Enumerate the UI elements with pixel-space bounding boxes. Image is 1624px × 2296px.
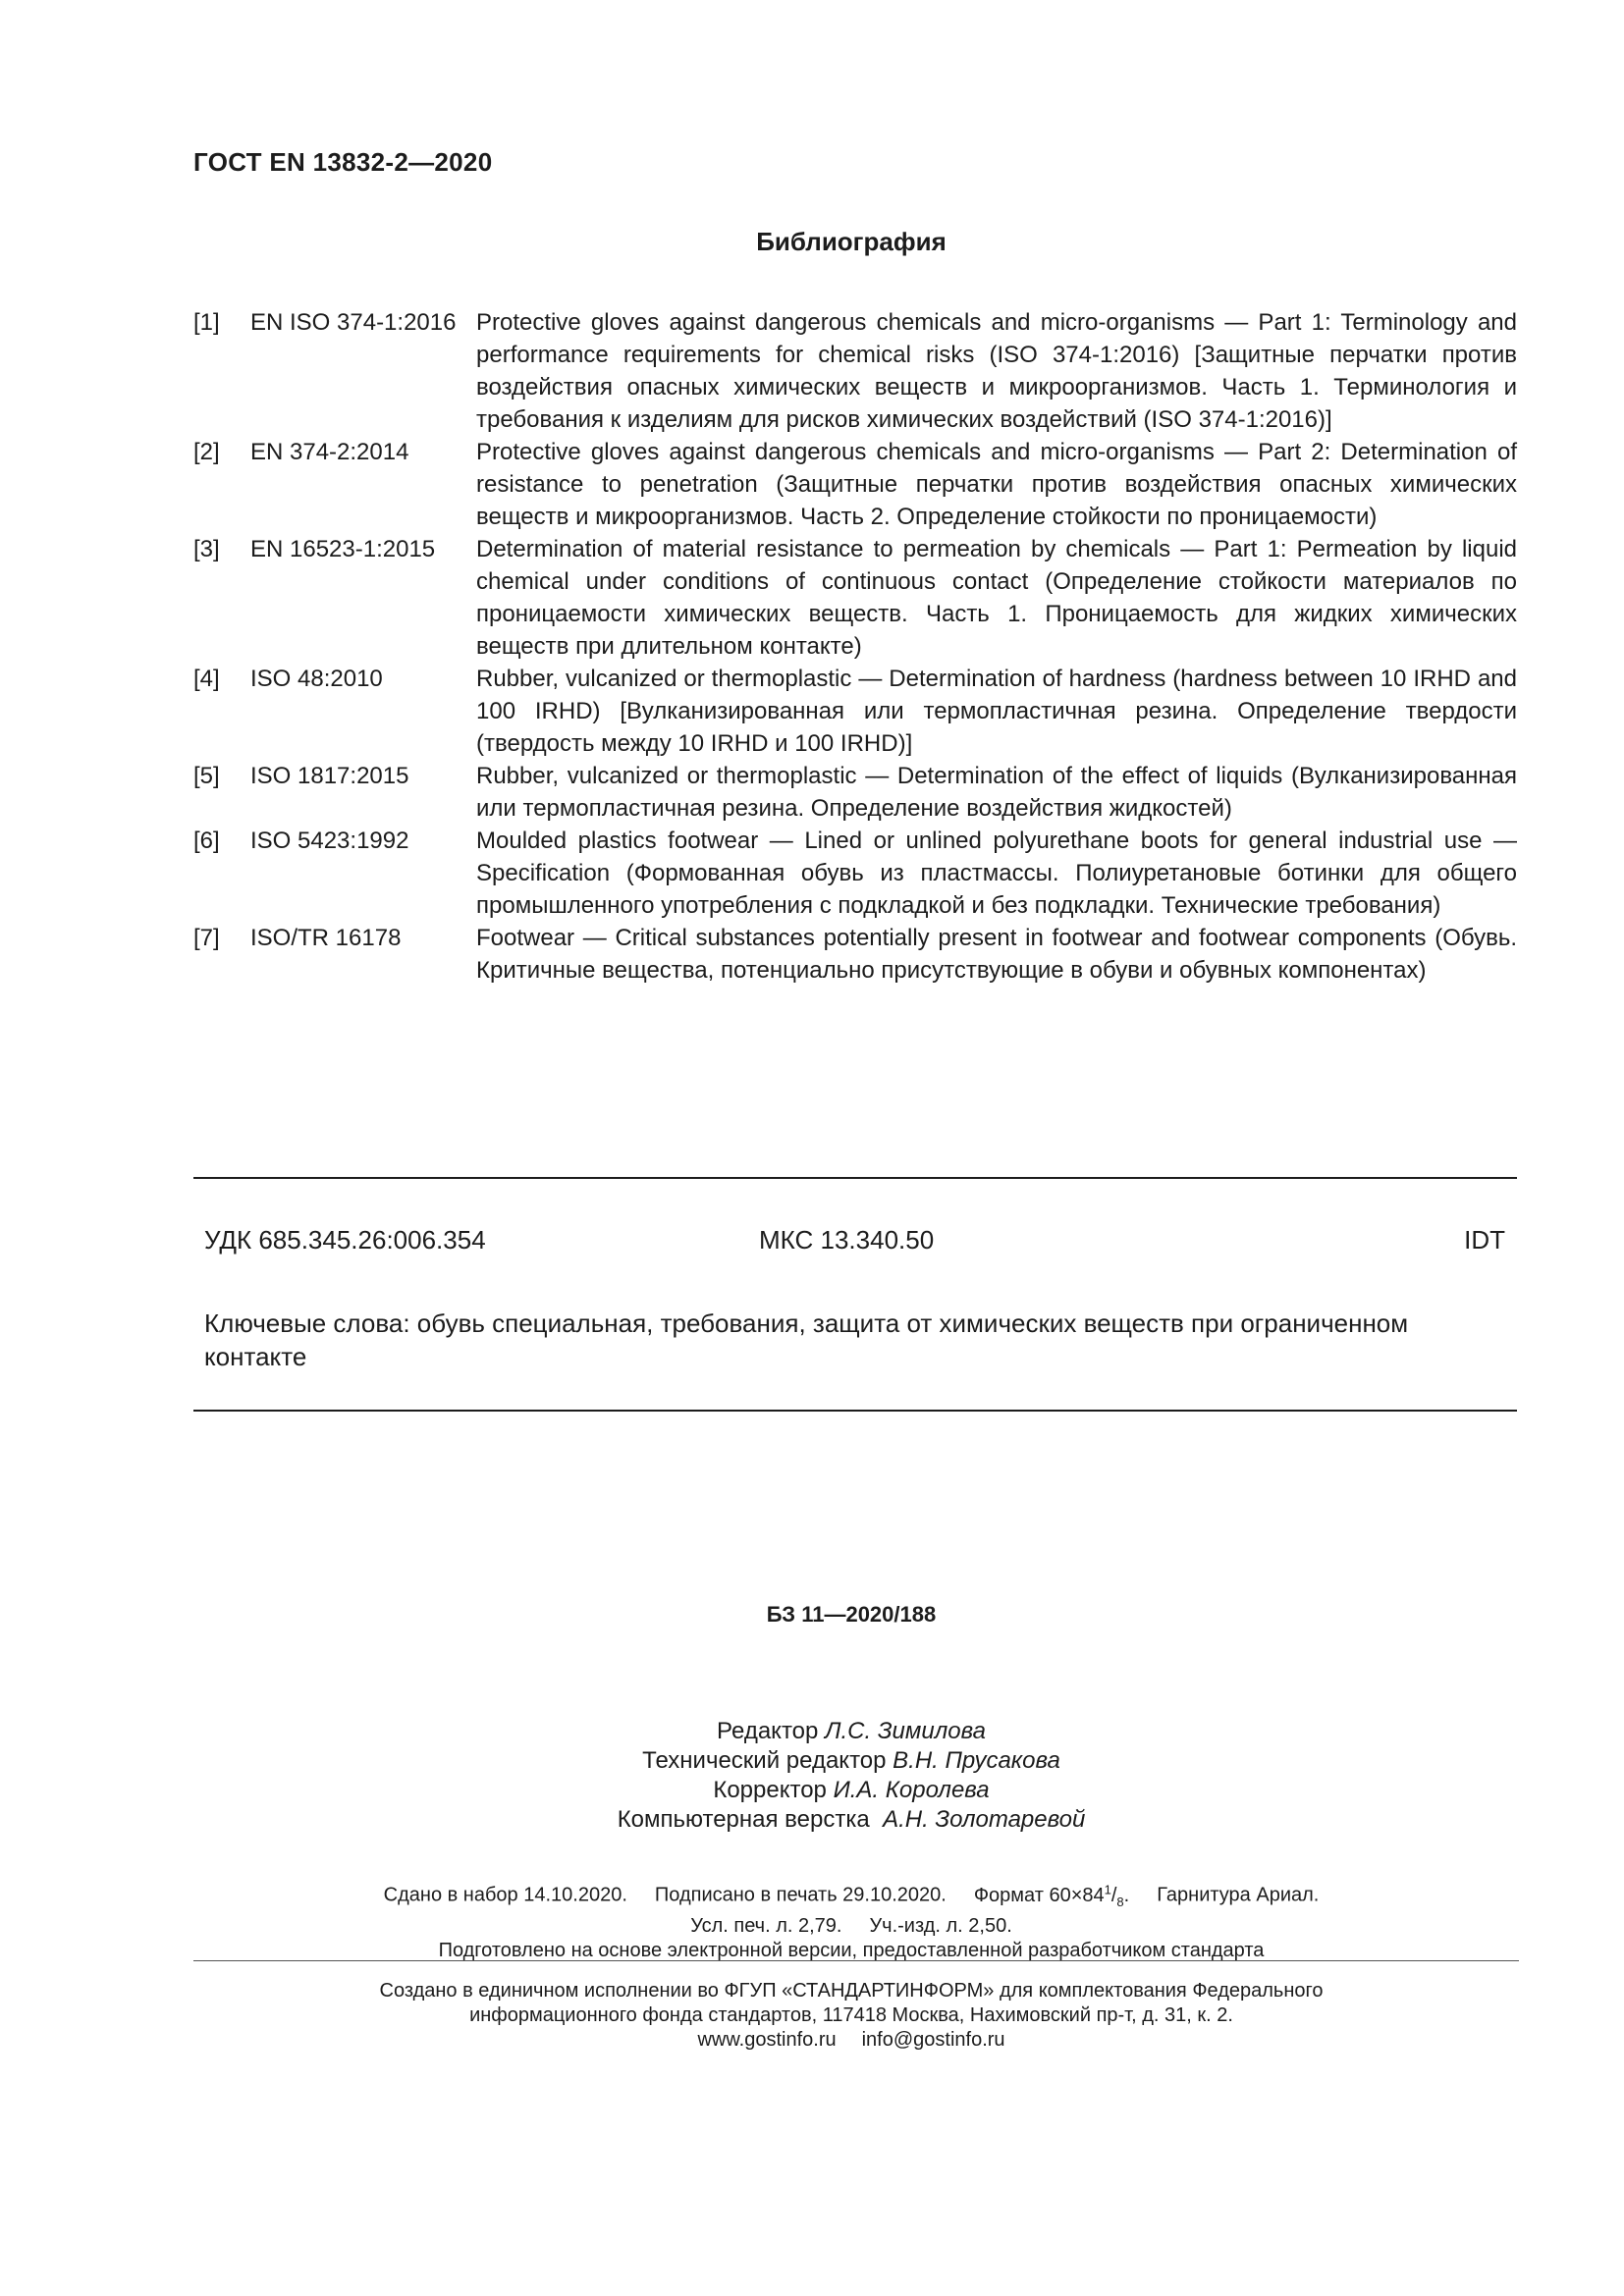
reference-number: [3] — [193, 536, 220, 562]
website-link[interactable]: www.gostinfo.ru — [697, 2029, 837, 2051]
reference-item — [193, 825, 1517, 922]
print-sheets: Усл. печ. л. 2,79. — [690, 1914, 842, 1937]
reference-code: ISO 1817:2015 — [250, 763, 409, 789]
publisher-line: информационного фонда стандартов, 117418 Москва, Нахимовский пр-т, д. 31, к. 2. — [469, 2004, 1233, 2026]
reference-code: ISO 5423:1992 — [250, 828, 409, 854]
divider-top — [193, 1177, 1517, 1179]
divider-bottom — [193, 1410, 1517, 1412]
format: Формат $60\times 84^1/_8$. — [973, 1882, 1130, 1909]
reference-item — [193, 922, 1517, 987]
reference-item — [193, 760, 1517, 825]
staff-line — [79, 1717, 1624, 1746]
staff-name: А.Н. Золотаревой — [883, 1806, 1086, 1833]
typeface: Гарнитура Ариал. — [1157, 1884, 1320, 1906]
pub-sheets: Уч.-изд. л. 2,50. — [869, 1914, 1012, 1937]
reference-text: Moulded plastics footwear — Lined or unlined polyurethane boots for general industrial use — Specification (Формованная обувь из пластмассы. Полиуретановые ботинки для общего промышленного употребления с подкладкой и без подкладки. Технические требования) — [476, 828, 1517, 919]
print-line-1 — [79, 1877, 1624, 1914]
print-details — [0, 1877, 1624, 1963]
email-link[interactable]: info@gostinfo.ru — [861, 2029, 1005, 2051]
reference-text: Rubber, vulcanized or thermoplastic — Determination of hardness (hardness between 10 IRHD and 100 IRHD) [Вулканизированная или термопластичная резина. Определение твердости (твердость между 10 IRHD и 100 IRHD)] — [476, 666, 1517, 757]
reference-item — [193, 436, 1517, 533]
reference-item — [193, 306, 1517, 436]
submitted-date: Сдано в набор 14.10.2020. — [383, 1884, 627, 1906]
staff-name: Л.С. Зимилова — [825, 1718, 986, 1744]
staff-line — [79, 1746, 1624, 1776]
publisher-info — [0, 1979, 1624, 2053]
reference-number: [4] — [193, 666, 220, 692]
reference-text: Determination of material resistance to permeation by chemicals — Part 1: Permeation by liquid chemical under conditions of continuous contact (Определение стойкости материалов по проницаемости химических веществ. Часть 1. Проницаемость для жидких химических веществ при длительном контакте) — [476, 536, 1517, 660]
reference-code: EN 16523-1:2015 — [250, 536, 436, 562]
idt-mark: IDT — [1464, 1225, 1505, 1255]
reference-list — [193, 306, 1517, 987]
staff-role: Корректор — [713, 1777, 827, 1803]
bibliography-title: Библиография — [756, 227, 947, 256]
keywords: Ключевые слова: обувь специальная, требования, защита от химических веществ при ограниченном контакте — [204, 1308, 1409, 1371]
staff-role: Редактор — [717, 1718, 819, 1744]
staff-line — [79, 1805, 1624, 1835]
reference-number: [6] — [193, 828, 220, 854]
staff-name: В.Н. Прусакова — [893, 1747, 1060, 1774]
prepared-note: Подготовлено на основе электронной версии, предоставленной разработчиком стандарта — [438, 1939, 1265, 1961]
reference-code: EN ISO 374-1:2016 — [250, 309, 457, 336]
reference-number: [1] — [193, 309, 220, 336]
staff-line — [79, 1776, 1624, 1805]
reference-item — [193, 533, 1517, 663]
divider-imprint — [193, 1960, 1519, 1961]
udk-code: УДК 685.345.26:006.354 — [204, 1225, 486, 1255]
signed-date: Подписано в печать 29.10.2020. — [654, 1884, 947, 1906]
reference-number: [2] — [193, 439, 220, 465]
reference-code: ISO 48:2010 — [250, 666, 383, 692]
bz-code: БЗ 11—2020/188 — [766, 1602, 937, 1627]
reference-text: Rubber, vulcanized or thermoplastic — Determination of the effect of liquids (Вулканизированная или термопластичная резина. Определение воздействия жидкостей) — [476, 763, 1517, 822]
staff-role: Технический редактор — [642, 1747, 887, 1774]
reference-item — [193, 663, 1517, 760]
reference-code: ISO/TR 16178 — [250, 925, 402, 951]
reference-code: EN 374-2:2014 — [250, 439, 409, 465]
publisher-contacts — [79, 2028, 1624, 2053]
reference-text: Footwear — Critical substances potentially present in footwear and footwear components (Обувь. Критичные вещества, потенциально присутствующие в обуви и обувных компонентах) — [476, 925, 1517, 984]
reference-text: Protective gloves against dangerous chemicals and micro-organisms — Part 1: Terminology and performance requirements for chemical risks (ISO 374-1:2016) [Защитные перчатки против воздействия опасных химических веществ и микроорганизмов. Часть 1. Терминология и требования к изделиям для рисков химических воздействий (ISO 374-1:2016)] — [476, 309, 1517, 433]
staff-name: И.А. Королева — [833, 1777, 990, 1803]
classification-row — [204, 1225, 1505, 1258]
staff-role: Компьютерная верстка — [617, 1806, 870, 1833]
mks-code: МКС 13.340.50 — [759, 1225, 935, 1255]
staff-credits — [0, 1717, 1624, 1835]
standard-code: ГОСТ EN 13832-2—2020 — [193, 147, 493, 177]
reference-number: [7] — [193, 925, 220, 951]
reference-text: Protective gloves against dangerous chemicals and micro-organisms — Part 2: Determination of resistance to penetration (Защитные перчатки против воздействия опасных химических веществ и микроорганизмов. Часть 2. Определение стойкости по проницаемости) — [476, 439, 1517, 530]
reference-number: [5] — [193, 763, 220, 789]
publisher-line: Создано в единичном исполнении во ФГУП «СТАНДАРТИНФОРМ» для комплектования Федерального — [379, 1980, 1324, 2002]
print-line-2 — [79, 1914, 1624, 1939]
